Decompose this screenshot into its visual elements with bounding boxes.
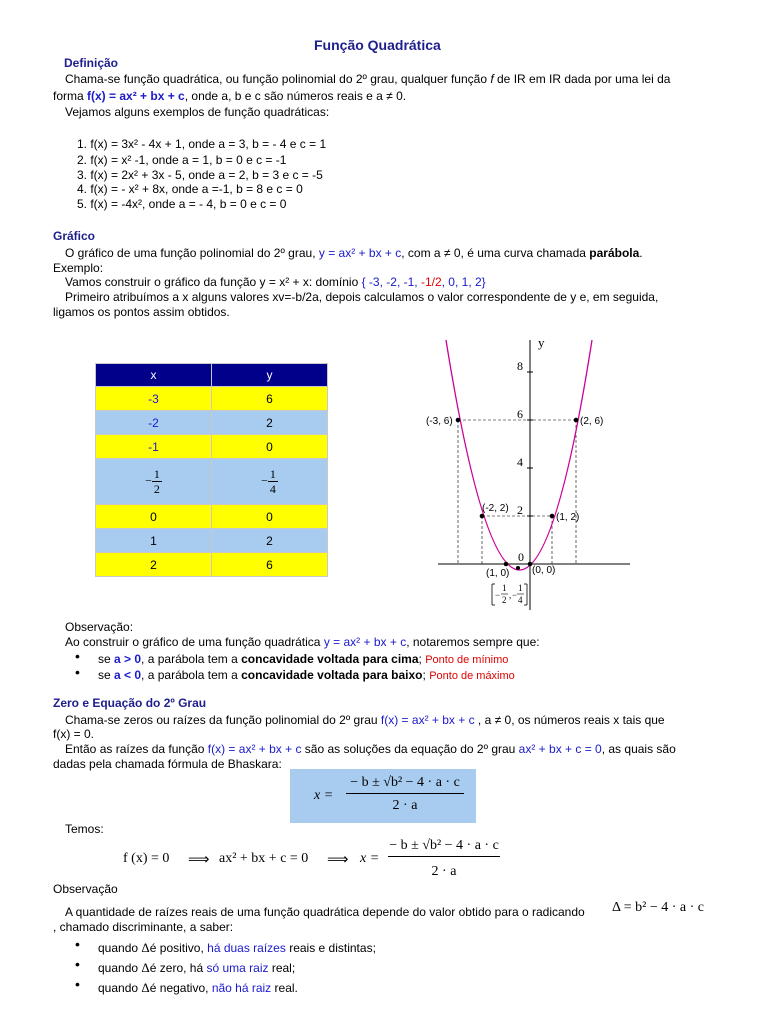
zero-paragraph-3: Então as raízes da função f(x) = ax² + bx + c são as soluções da equação do 2º grau ax² + bx + c = 0, as quais são: [65, 742, 676, 756]
chain-step-3-lhs: x =: [360, 851, 380, 866]
observacao-heading: Observação:: [65, 620, 134, 634]
table-cell-y: 2: [212, 529, 328, 553]
chain-step-3-numerator: − b ± √b² − 4 · a · c: [388, 838, 500, 857]
table-row: [96, 411, 328, 435]
observacao-bullet: se a > 0, a parábola tem a concavidade voltada para cima; Ponto de mínimo: [98, 652, 509, 666]
table-cell-x: − $\frac{1}{2}$: [96, 459, 212, 505]
bullet-icon: •: [75, 976, 80, 992]
point-marker: [456, 418, 461, 423]
delta-icon: Δ: [141, 980, 150, 995]
point-label: (0, 0): [532, 565, 556, 576]
point-label: (-2, 2): [482, 503, 509, 514]
definicao-paragraph-1: Chama-se função quadrática, ou função polinomial do 2º grau, qualquer função f de IR em IR dada por uma lei da: [65, 72, 671, 86]
page-title: Função Quadrática: [314, 37, 441, 53]
point-marker: [480, 514, 485, 519]
svg-text:−: −: [512, 590, 518, 600]
svg-text:,: ,: [509, 590, 512, 600]
bhaskara-denominator: 2 · a: [392, 798, 418, 813]
table-cell-y: − $\frac{1}{4}$: [212, 459, 328, 505]
point-marker: [550, 514, 555, 519]
values-table: [95, 363, 328, 577]
tick-label: 2: [517, 503, 523, 517]
section-heading-zero: Zero e Equação do 2º Grau: [53, 696, 207, 710]
tick-label: 0: [518, 550, 524, 564]
example-list-item: 5. f(x) = -4x², onde a = - 4, b = 0 e c = 0: [77, 197, 287, 211]
zero-paragraph-1: Chama-se zeros ou raízes da função polinomial do 2º grau f(x) = ax² + bx + c , a ≠ 0, os números reais x tais que: [65, 713, 665, 727]
grafico-paragraph-5: ligamos os pontos assim obtidos.: [53, 305, 230, 319]
zero-paragraph-4: dadas pela chamada fórmula de Bhaskara:: [53, 757, 282, 771]
tick-label: 4: [517, 455, 523, 469]
definicao-paragraph-3: Vejamos alguns exemplos de função quadráticas:: [65, 105, 330, 119]
table-row: [96, 387, 328, 411]
point-label: (1, 2): [556, 512, 580, 523]
section-heading-definicao: Definição: [64, 56, 119, 70]
vertex-marker: [516, 566, 520, 570]
bullet-icon: •: [75, 648, 80, 664]
table-cell-x: 1: [96, 529, 212, 553]
discriminant-case: quando Δé negativo, não há raiz real.: [98, 980, 298, 995]
bhaskara-lhs: x =: [314, 788, 334, 803]
observacao-bullet: se a < 0, a parábola tem a concavidade voltada para baixo; Ponto de máximo: [98, 668, 515, 682]
table-header-x: x: [96, 364, 212, 387]
section-heading-grafico: Gráfico: [53, 229, 96, 243]
delta-icon: Δ: [141, 940, 150, 955]
svg-text:−: −: [495, 590, 501, 600]
example-list-item: 2. f(x) = x² -1, onde a = 1, b = 0 e c = -1: [77, 153, 287, 167]
table-cell-x: -2: [96, 411, 212, 435]
grafico-paragraph-4: Primeiro atribuímos a x alguns valores xv=-b/2a, depois calculamos o valor correspondente de y e, em seguida,: [65, 290, 659, 304]
tick-label: 6: [517, 407, 523, 421]
svg-text:1: 1: [502, 583, 507, 593]
svg-text:2: 2: [502, 595, 507, 605]
table-row: [96, 553, 328, 577]
observacao2-paragraph-1: A quantidade de raízes reais de uma função quadrática depende do valor obtido para o radicando: [65, 905, 585, 919]
table-cell-y: 0: [212, 505, 328, 529]
table-cell-y: 0: [212, 435, 328, 459]
discriminant-case: quando Δé positivo, há duas raízes reais e distintas;: [98, 940, 376, 955]
bhaskara-formula-box: [290, 769, 476, 823]
discriminant-formula: Δ = b² − 4 · a · c: [612, 900, 704, 915]
table-cell-x: 0: [96, 505, 212, 529]
grafico-paragraph-1: O gráfico de uma função polinomial do 2º grau, y = ax² + bx + c, com a ≠ 0, é uma curva chamada parábola.: [65, 246, 643, 260]
observacao-paragraph: Ao construir o gráfico de uma função quadrática y = ax² + bx + c, notaremos sempre que:: [65, 635, 540, 649]
bullet-icon: •: [75, 956, 80, 972]
table-cell-x: -1: [96, 435, 212, 459]
vertex-label: [492, 583, 527, 605]
table-header-y: y: [212, 364, 328, 387]
bhaskara-numerator: − b ± √b² − 4 · a · c: [346, 775, 464, 794]
grafico-paragraph-3: Vamos construir o gráfico da função y = x² + x: domínio { -3, -2, -1, -1/2, 0, 1, 2}: [65, 275, 486, 289]
bullet-icon: •: [75, 936, 80, 952]
table-cell-y: 6: [212, 387, 328, 411]
y-axis-label: y: [538, 335, 545, 350]
svg-text:4: 4: [518, 595, 523, 605]
table-row: [96, 505, 328, 529]
table-cell-x: -3: [96, 387, 212, 411]
observacao2-heading: Observação: [53, 882, 118, 896]
chain-step-3-denominator: 2 · a: [431, 864, 457, 879]
observacao2-paragraph-2: , chamado discriminante, a saber:: [53, 920, 234, 934]
delta-icon: Δ: [141, 960, 150, 975]
point-marker: [504, 562, 509, 567]
table-row: [96, 459, 328, 505]
grafico-paragraph-2: Exemplo:: [53, 261, 104, 275]
svg-text:1: 1: [518, 583, 523, 593]
temos-label: Temos:: [65, 822, 104, 836]
point-label: (2, 6): [580, 416, 604, 427]
example-list-item: 3. f(x) = 2x² + 3x - 5, onde a = 2, b = 3 e c = -5: [77, 168, 323, 182]
guide-lines: [458, 420, 576, 564]
bullet-icon: •: [75, 664, 80, 680]
chain-step-2: ax² + bx + c = 0: [219, 851, 309, 866]
table-row: [96, 529, 328, 553]
table-cell-y: 2: [212, 411, 328, 435]
chain-step-1: f (x) = 0: [123, 851, 170, 866]
tick-label: 8: [517, 359, 523, 373]
definicao-paragraph-2: forma f(x) = ax² + bx + c, onde a, b e c são números reais e a ≠ 0.: [53, 89, 407, 103]
point-marker: [574, 418, 579, 423]
table-cell-y: 6: [212, 553, 328, 577]
zero-paragraph-2: f(x) = 0.: [53, 727, 95, 741]
discriminant-case: quando Δé zero, há só uma raiz real;: [98, 960, 296, 975]
point-label: (1, 0): [486, 568, 510, 579]
implies-icon: ⟹: [327, 852, 349, 868]
example-list-item: 4. f(x) = - x² + 8x, onde a =-1, b = 8 e c = 0: [77, 182, 303, 196]
example-list-item: 1. f(x) = 3x² - 4x + 1, onde a = 3, b = - 4 e c = 1: [77, 137, 327, 151]
implies-icon: ⟹: [188, 852, 210, 868]
table-row: [96, 435, 328, 459]
parabola-graph: [420, 335, 640, 615]
table-cell-x: 2: [96, 553, 212, 577]
point-label: (-3, 6): [426, 416, 453, 427]
